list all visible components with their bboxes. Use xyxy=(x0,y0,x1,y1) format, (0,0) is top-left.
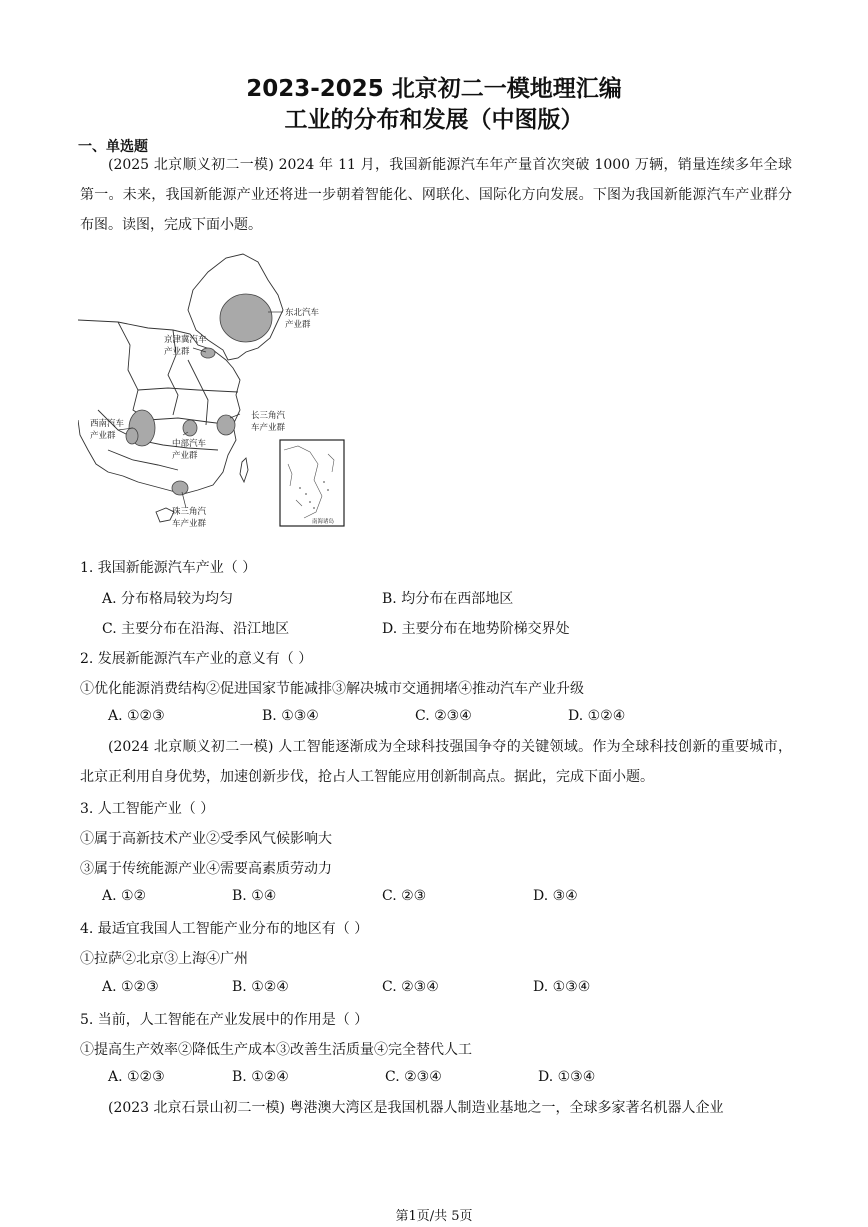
label-jingjinji-2: 产业群 xyxy=(164,347,190,357)
q1-stem: 1. 我国新能源汽车产业（ ） xyxy=(80,560,257,576)
q3-items-1: ①属于高新技术产业②受季风气候影响大 xyxy=(80,831,332,847)
label-southwest-1: 西南汽车 xyxy=(90,419,125,429)
label-pearl-2: 车产业群 xyxy=(172,519,207,529)
q2-option-c: C. ②③④ xyxy=(415,708,472,724)
yangtze-cluster xyxy=(217,415,235,435)
q2-items: ①优化能源消费结构②促进国家节能减排③解决城市交通拥堵④推动汽车产业升级 xyxy=(80,681,584,697)
q3-option-b: B. ①④ xyxy=(232,888,277,904)
pearl-cluster xyxy=(172,481,188,495)
q2-stem: 2. 发展新能源汽车产业的意义有（ ） xyxy=(80,651,313,667)
q1-option-a: A. 分布格局较为均匀 xyxy=(102,591,234,607)
page-footer: 第1页/共 5页 xyxy=(395,1209,473,1224)
intro-paragraph-2: (2024 北京顺义初二一模) 人工智能逐渐成为全球科技强国争夺的关键领域。作为全球科技创新的重要城市，北京正利用自身优势，加速创新步伐，抢占人工智能应用创新制高点。据此，完成下面小题。 xyxy=(80,739,792,785)
q4-option-d: D. ①③④ xyxy=(533,979,591,995)
q3-option-c: C. ②③ xyxy=(382,888,427,904)
southwest-cluster-b xyxy=(126,428,138,444)
q4-items: ①拉萨②北京③上海④广州 xyxy=(80,951,248,967)
q1-option-d: D. 主要分布在地势阶梯交界处 xyxy=(382,621,570,637)
q4-option-b: B. ①②④ xyxy=(232,979,289,995)
q3-option-d: D. ③④ xyxy=(533,888,578,904)
q2-option-d: D. ①②④ xyxy=(568,708,626,724)
q5-option-d: D. ①③④ xyxy=(538,1069,596,1085)
label-yangtze-2: 车产业群 xyxy=(251,423,286,433)
jingjinji-cluster xyxy=(201,348,215,358)
q3-items-2: ③属于传统能源产业④需要高素质劳动力 xyxy=(80,861,332,877)
q5-option-b: B. ①②④ xyxy=(232,1069,289,1085)
label-pearl-1: 珠三角汽 xyxy=(172,507,207,517)
inset-label: 南海诸岛 xyxy=(312,519,335,525)
q4-option-a: A. ①②③ xyxy=(102,979,159,995)
q3-option-a: A. ①② xyxy=(102,888,147,904)
document-title-line1: 2023-2025 北京初二一模地理汇编 xyxy=(246,76,622,102)
q2-option-b: B. ①③④ xyxy=(262,708,319,724)
label-central-1: 中部汽车 xyxy=(172,439,207,449)
northeast-cluster xyxy=(220,294,272,342)
section-heading: 一、单选题 xyxy=(78,139,148,155)
q1-option-c: C. 主要分布在沿海、沿江地区 xyxy=(102,621,290,637)
q5-option-c: C. ②③④ xyxy=(385,1069,442,1085)
ev-industry-cluster-map xyxy=(78,250,358,530)
q5-option-a: A. ①②③ xyxy=(108,1069,165,1085)
south-china-sea-inset xyxy=(280,440,344,526)
intro-paragraph-3: (2023 北京石景山初二一模) 粤港澳大湾区是我国机器人制造业基地之一，全球多家著名机器人企业 xyxy=(108,1100,724,1116)
label-northeast-1: 东北汽车 xyxy=(285,308,320,318)
q4-option-c: C. ②③④ xyxy=(382,979,439,995)
q1-option-b: B. 均分布在西部地区 xyxy=(382,591,514,607)
q4-stem: 4. 最适宜我国人工智能产业分布的地区有（ ） xyxy=(80,921,369,937)
q2-option-a: A. ①②③ xyxy=(108,708,165,724)
q5-stem: 5. 当前，人工智能在产业发展中的作用是（ ） xyxy=(80,1012,369,1028)
label-yangtze-1: 长三角汽 xyxy=(251,411,286,421)
q5-items: ①提高生产效率②降低生产成本③改善生活质量④完全替代人工 xyxy=(80,1042,472,1058)
document-title-line2: 工业的分布和发展（中图版） xyxy=(284,107,584,133)
label-southwest-2: 产业群 xyxy=(90,431,116,441)
q3-stem: 3. 人工智能产业（ ） xyxy=(80,801,215,817)
intro-paragraph-1: (2025 北京顺义初二一模) 2024 年 11 月，我国新能源汽车年产量首次突破 1000 万辆，销量连续多年全球第一。未来，我国新能源产业还将进一步朝着智能化、网联化、国际化方向发展。下图为我国新能源汽车产业群分布图。读图，完成下面小题。 xyxy=(80,157,792,233)
label-northeast-2: 产业群 xyxy=(285,320,311,330)
label-jingjinji-1: 京津冀汽车 xyxy=(164,335,207,345)
label-central-2: 产业群 xyxy=(172,451,198,461)
